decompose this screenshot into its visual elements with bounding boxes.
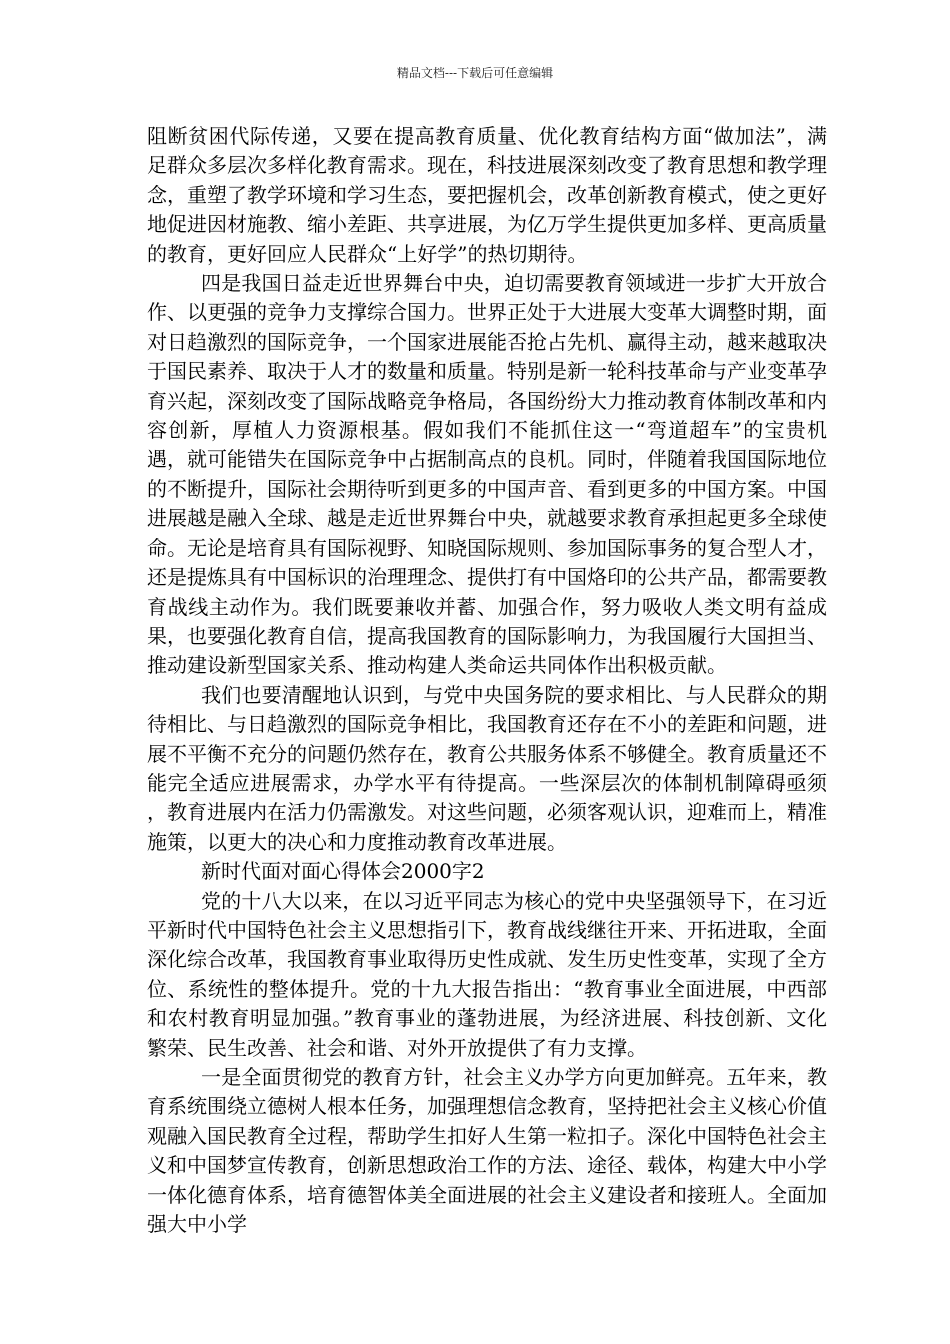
page-header: 精品文档---下载后可任意编辑 bbox=[396, 66, 554, 80]
document-body bbox=[147, 122, 827, 1239]
paragraph-continuation: 阻断贫困代际传递，又要在提高教育质量、优化教育结构方面“做加法”，满足群众多层次多样化教育需求。现在，科技进展深刻改变了教育思想和教学理念，重塑了教学环境和学习生态，要把握机会，改革创新教育模式，使之更好地促进因材施教、缩小差距、共享进展，为亿万学生提供更加多样、更高质量的教育，更好回应人民群众“上好学”的热切期待。 bbox=[147, 124, 827, 266]
paragraph-since-18th-congress: 党的十八大以来，在以习近平同志为核心的党中央坚强领导下，在习近平新时代中国特色社会主义思想指引下，教育战线继往开来、开拓进取，全面深化综合改革，我国教育事业取得历史性成就、发生历史性变革，实现了全方位、系统性的整体提升。党的十九大报告指出：“教育事业全面进展，中西部和农村教育明显加强。”教育事业的蓬勃进展，为经济进展、科技创新、文化繁荣、民生改善、社会和谐、对外开放提供了有力支撑。 bbox=[147, 888, 827, 1060]
paragraph-awareness: 我们也要清醒地认识到，与党中央国务院的要求相比、与人民群众的期待相比、与日趋激烈的国际竞争相比，我国教育还存在不小的差距和问题，进展不平衡不充分的问题仍然存在，教育公共服务体系不够健全。教育质量还不能完全适应进展需求，办学水平有待提高。一些深层次的体制机制障碍亟须 ，教育进展内在活力仍需激发。对这些问题，必须客观认识，迎难而上，精准施策，以更大的决心和力度推动教育改革进展。 bbox=[147, 682, 827, 854]
paragraph-point-four: 四是我国日益走近世界舞台中央，迫切需要教育领域进一步扩大开放合作、以更强的竞争力支撑综合国力。世界正处于大进展大变革大调整时期，面对日趋激烈的国际竞争，一个国家进展能否抢占先机、赢得主动，越来越取决于国民素养、取决于人才的数量和质量。特别是新一轮科技革命与产业变革孕育兴起，深刻改变了国际战略竞争格局，各国纷纷大力推动教育体制改革和内容创新，厚植人力资源根基。假如我们不能抓住这一“弯道超车”的宝贵机遇，就可能错失在国际竞争中占据制高点的良机。同时，伴随着我国国际地位的不断提升，国际社会期待听到更多的中国声音、看到更多的中国方案。中国进展越是融入全球、越是走近世界舞台中央，就越要求教育承担起更多全球使命。无论是培育具有国际视野、知晓国际规则、参加国际事务的复合型人才，还是提炼具有中国标识的治理理念、提供打有中国烙印的公共产品，都需要教育战线主动作为。我们既要兼收并蓄、加强合作，努力吸收人类文明有益成果，也要强化教育自信，提高我国教育的国际影响力，为我国履行大国担当、推动建设新型国家关系、推动构建人类命运共同体作出积极贡献。 bbox=[147, 271, 827, 678]
section-heading: 新时代面对面心得体会2000字2 bbox=[201, 859, 485, 884]
paragraph-point-one: 一是全面贯彻党的教育方针，社会主义办学方向更加鲜亮。五年来，教育系统围绕立德树人根本任务，加强理想信念教育，坚持把社会主义核心价值观融入国民教育全过程，帮助学生扣好人生第一粒扣子。深化中国特色社会主义和中国梦宣传教育，创新思想政治工作的方法、途径、载体，构建大中小学一体化德育体系，培育德智体美全面进展的社会主义建设者和接班人。全面加强大中小学 bbox=[147, 1065, 827, 1237]
